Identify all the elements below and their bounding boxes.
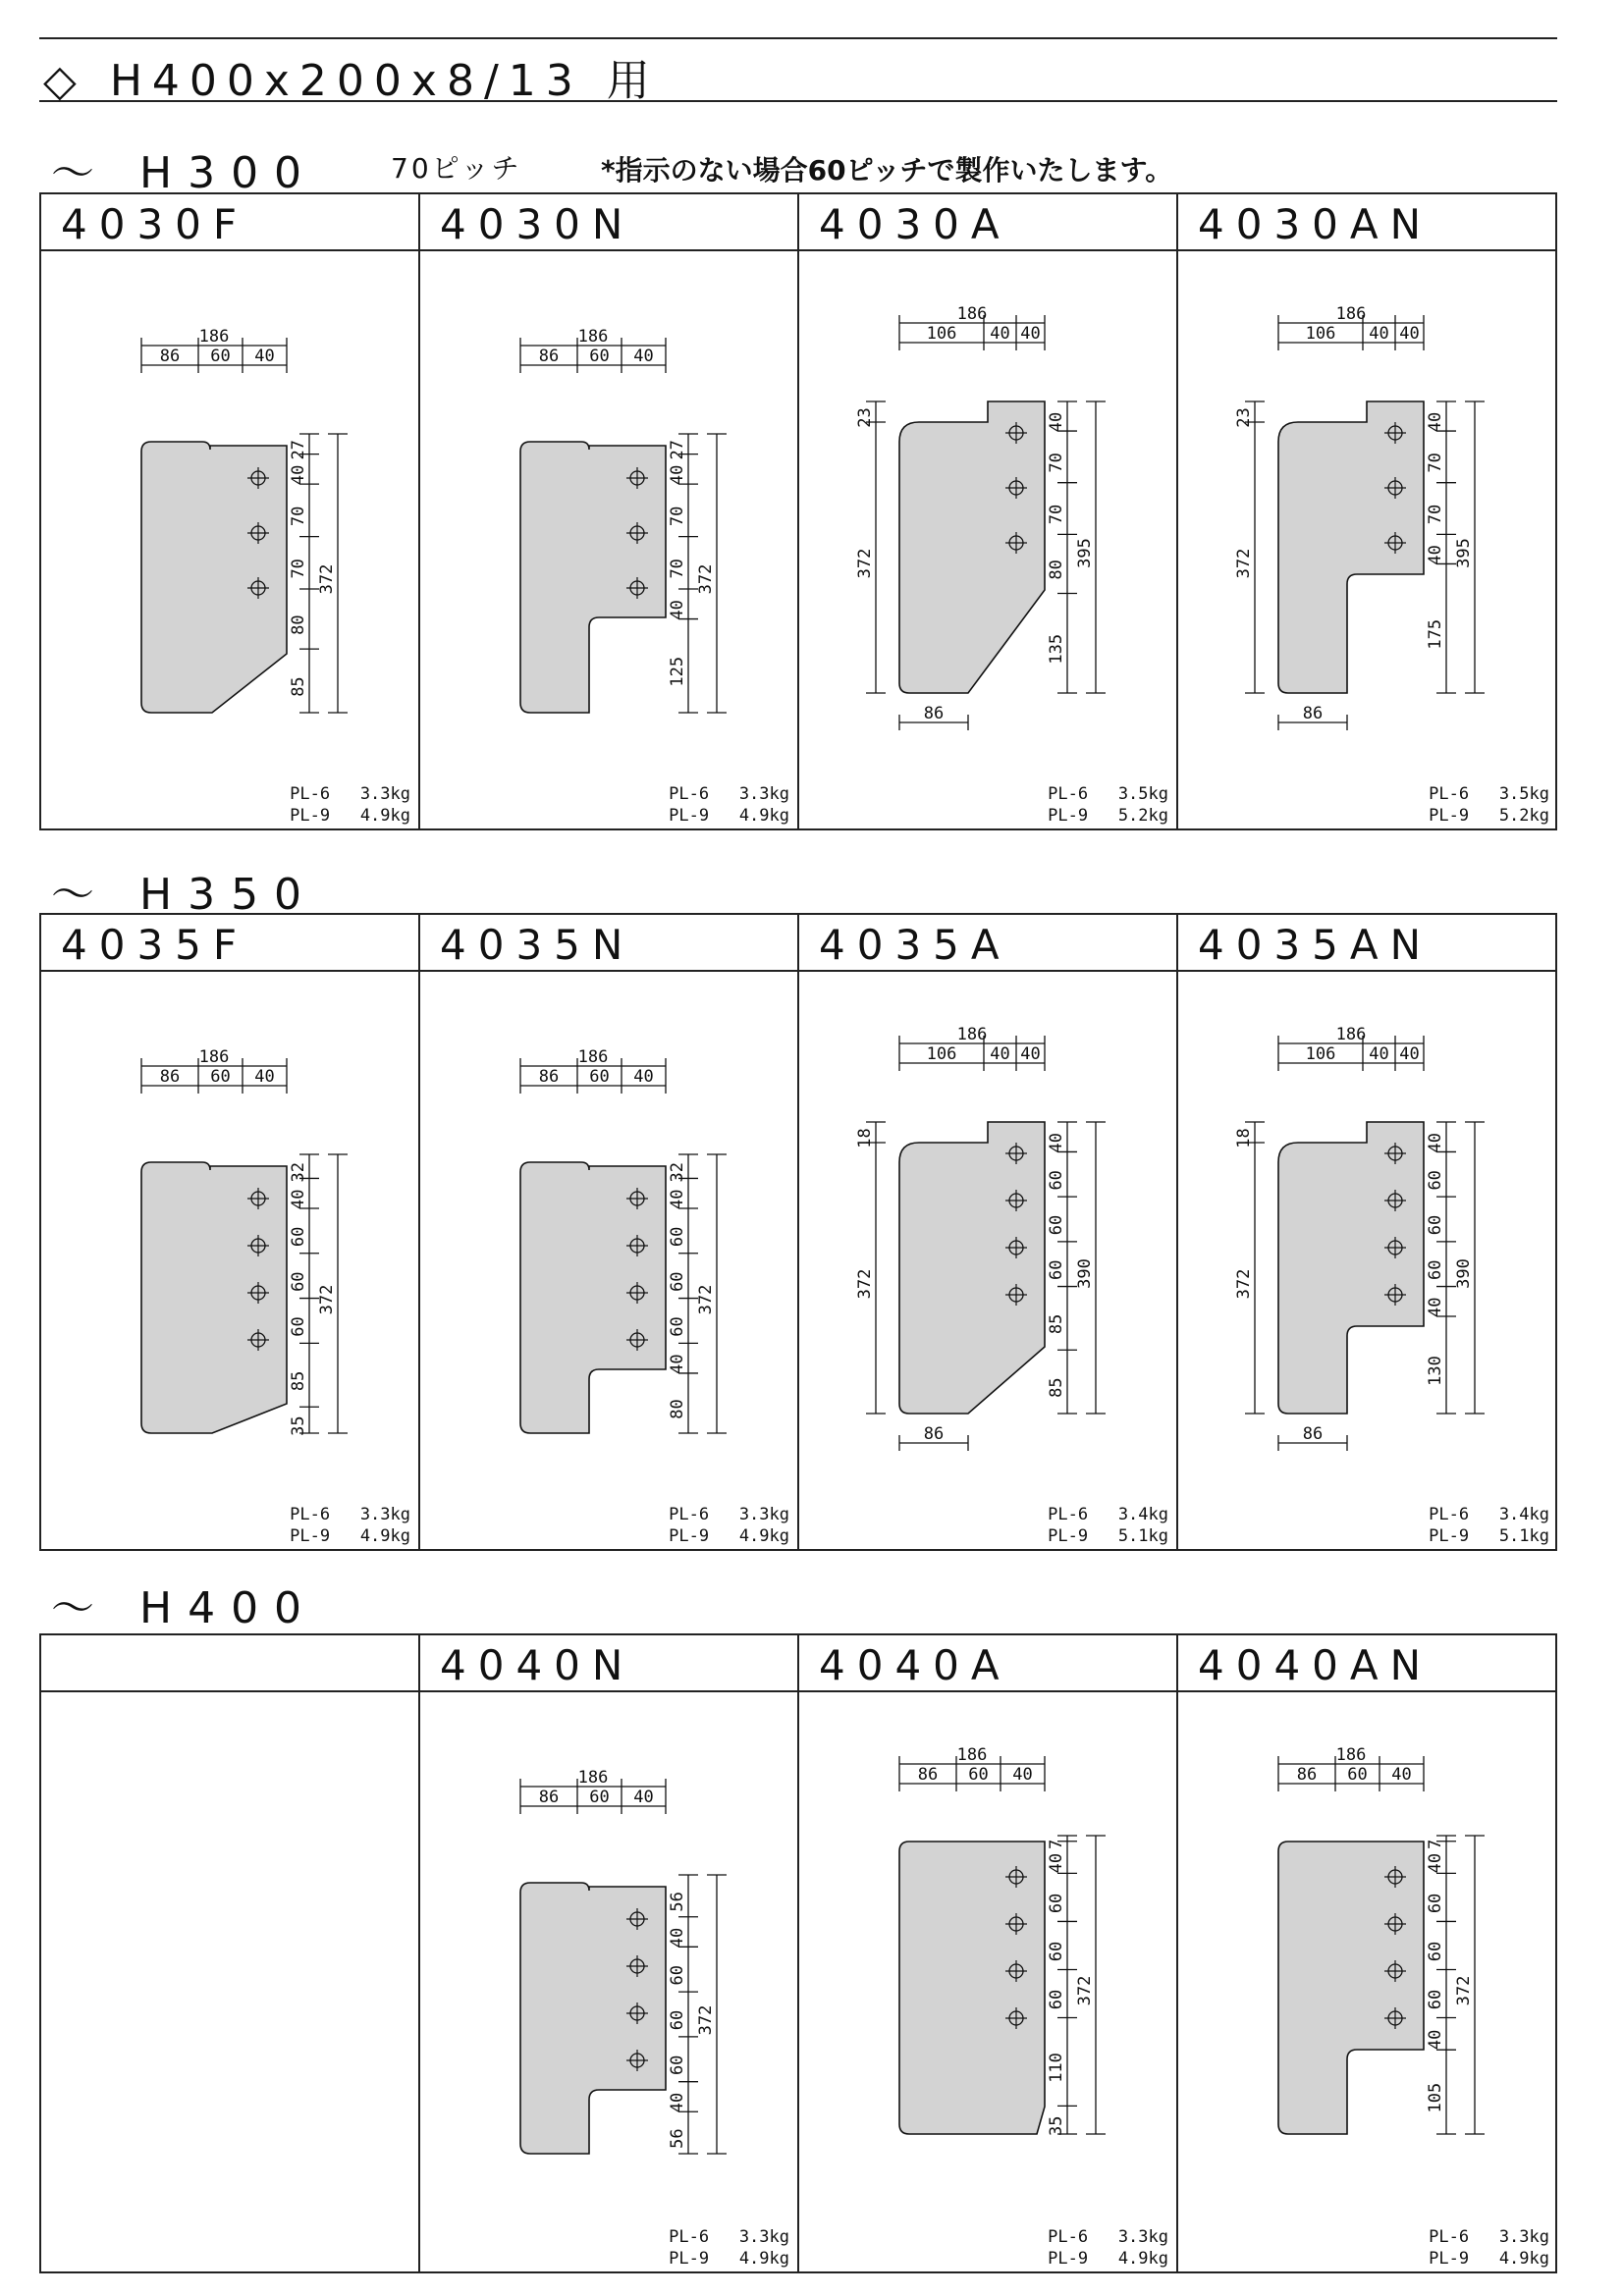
dim-seg-label: 86 <box>159 1067 181 1087</box>
dim-seg-label: 40 <box>1391 1765 1412 1785</box>
dim-chain-label: 80 <box>668 1399 687 1419</box>
dim-chain-label: 7 <box>1426 1839 1445 1849</box>
grid-h350 <box>39 913 1557 1551</box>
part-diagram <box>1178 972 1555 1551</box>
dim-left-label: 372 <box>855 548 875 579</box>
dim-seg-label: 40 <box>254 347 275 366</box>
dim-chain-label: 125 <box>668 656 687 687</box>
dim-chain-label: 85 <box>1047 1377 1066 1398</box>
part-diagram <box>799 251 1176 830</box>
dim-chain-label: 60 <box>668 1316 687 1337</box>
dim-chain-label: 40 <box>1047 1852 1066 1874</box>
note-label: *指示のない場合60ピッチで製作いたします。 <box>601 154 1173 187</box>
dim-chain-label: 60 <box>1047 1893 1066 1914</box>
dim-total-label: 186 <box>956 1745 988 1765</box>
dim-seg-label: 40 <box>1399 1044 1420 1064</box>
part-code: 4040AN <box>1198 1641 1434 1689</box>
dim-chain-label: 60 <box>668 1964 687 1986</box>
weight-label: PL-6 3.5kg <box>1429 784 1549 804</box>
dim-left-label: 18 <box>1234 1128 1254 1148</box>
part-cell-header <box>41 915 418 972</box>
dim-seg-label: 106 <box>926 1044 957 1064</box>
dim-left-label: 372 <box>1234 1268 1254 1300</box>
dim-seg-label: 86 <box>1296 1765 1318 1785</box>
part-cell <box>799 1635 1178 2271</box>
part-cell-header <box>41 194 418 251</box>
dim-chain-label: 60 <box>1047 1989 1066 2010</box>
dim-total-label: 186 <box>1335 1025 1367 1044</box>
dim-chain-label: 7 <box>1047 1839 1066 1849</box>
dim-chain-label: 40 <box>668 464 687 486</box>
dim-total-label: 186 <box>956 304 988 324</box>
weight-label: PL-9 4.9kg <box>669 1526 789 1546</box>
part-cell-header <box>799 915 1176 972</box>
dim-seg-label: 60 <box>589 1788 610 1807</box>
dim-overall-label: 372 <box>1454 1975 1474 2006</box>
part-code: 4030AN <box>1198 200 1434 248</box>
weight-label: PL-9 5.2kg <box>1429 806 1549 826</box>
dim-overall-label: 390 <box>1454 1258 1474 1289</box>
part-code: 4035F <box>61 921 249 969</box>
dim-seg-label: 40 <box>633 1067 654 1087</box>
dim-total-label: 186 <box>956 1025 988 1044</box>
plate-shape <box>520 1883 666 2154</box>
part-code: 4035A <box>819 921 1011 969</box>
dim-overall-label: 395 <box>1075 538 1095 568</box>
part-diagram <box>1178 251 1555 830</box>
part-drawing <box>799 1692 1176 2271</box>
part-cell <box>420 1635 799 2271</box>
plate-shape <box>141 442 287 713</box>
part-cell <box>1178 194 1557 828</box>
dim-chain-label: 105 <box>1426 2082 1445 2113</box>
weight-label: PL-6 3.3kg <box>290 784 410 804</box>
section-label-h400: ～ H400 <box>51 1583 318 1633</box>
dim-chain-label: 40 <box>668 2092 687 2113</box>
dim-chain-label: 60 <box>289 1316 308 1337</box>
weight-label: PL-6 3.3kg <box>1048 2227 1168 2247</box>
dim-chain-label: 60 <box>1047 1170 1066 1191</box>
part-cell <box>41 1635 420 2271</box>
part-diagram <box>41 972 418 1551</box>
dim-bottom-label: 86 <box>923 704 945 723</box>
part-drawing <box>799 251 1176 828</box>
dim-chain-label: 85 <box>289 676 308 697</box>
dim-chain-label: 40 <box>1426 1297 1445 1318</box>
plate-shape <box>899 401 1045 693</box>
dim-chain-label: 85 <box>289 1370 308 1392</box>
part-diagram <box>420 972 797 1551</box>
part-cell-header <box>41 1635 418 1692</box>
dim-chain-label: 60 <box>1426 1989 1445 2010</box>
dim-chain-label: 175 <box>1426 618 1445 650</box>
dim-seg-label: 60 <box>210 347 231 366</box>
dim-chain-label: 35 <box>1047 2115 1066 2136</box>
dim-chain-label: 35 <box>289 1415 308 1436</box>
part-code: 4040A <box>819 1641 1011 1689</box>
dim-chain-label: 70 <box>1426 453 1445 473</box>
pitch-label: 70ピッチ <box>391 152 522 185</box>
dim-seg-label: 86 <box>538 1067 560 1087</box>
dim-chain-label: 40 <box>1047 411 1066 433</box>
part-drawing <box>420 251 797 828</box>
dim-total-label: 186 <box>577 1768 609 1788</box>
plate-shape <box>520 442 666 713</box>
plate-shape <box>141 1162 287 1433</box>
dim-overall-label: 372 <box>696 2004 716 2036</box>
weight-label: PL-6 3.3kg <box>1429 2227 1549 2247</box>
dim-chain-label: 60 <box>1047 1214 1066 1236</box>
dim-chain-label: 60 <box>668 1271 687 1292</box>
dim-left-label: 18 <box>855 1128 875 1148</box>
dim-overall-label: 390 <box>1075 1258 1095 1289</box>
dim-seg-label: 40 <box>1399 324 1420 344</box>
dim-seg-label: 60 <box>589 1067 610 1087</box>
dim-seg-label: 40 <box>254 1067 275 1087</box>
title-bar <box>39 37 1557 106</box>
dim-overall-label: 372 <box>1075 1975 1095 2006</box>
part-cell-header <box>1178 194 1557 251</box>
dim-total-label: 186 <box>1335 304 1367 324</box>
dim-left-label: 372 <box>855 1268 875 1300</box>
section-label-h350: ～ H350 <box>51 870 318 920</box>
part-diagram <box>420 251 797 830</box>
part-code: 4030N <box>440 200 635 248</box>
dim-seg-label: 40 <box>990 1044 1010 1064</box>
dim-chain-label: 40 <box>668 1354 687 1374</box>
part-drawing <box>799 972 1176 1549</box>
part-code: 4040N <box>440 1641 635 1689</box>
dim-chain-label: 60 <box>1426 1941 1445 1962</box>
dim-chain-label: 60 <box>1426 1214 1445 1236</box>
part-diagram <box>799 1692 1176 2271</box>
dim-seg-label: 86 <box>538 347 560 366</box>
section-label-h300: ～ H300 <box>51 148 318 198</box>
part-cell-header <box>420 194 797 251</box>
weight-label: PL-9 4.9kg <box>1048 2249 1168 2269</box>
dim-overall-label: 395 <box>1454 538 1474 568</box>
dim-chain-label: 40 <box>1426 411 1445 433</box>
weight-label: PL-9 5.1kg <box>1429 1526 1549 1546</box>
dim-chain-label: 56 <box>668 1892 687 1912</box>
dim-chain-label: 40 <box>1047 1132 1066 1153</box>
grid-h300 <box>39 192 1557 830</box>
dim-overall-label: 372 <box>696 563 716 595</box>
dim-seg-label: 106 <box>926 324 957 344</box>
part-drawing <box>41 1692 418 2271</box>
part-cell-header <box>1178 915 1557 972</box>
dim-seg-label: 40 <box>990 324 1010 344</box>
dim-chain-label: 40 <box>668 600 687 620</box>
dim-chain-label: 130 <box>1426 1356 1445 1386</box>
plate-shape <box>899 1122 1045 1414</box>
grid-h400 <box>39 1633 1557 2273</box>
dim-chain-label: 40 <box>668 1927 687 1949</box>
part-cell <box>1178 1635 1557 2271</box>
part-code: 4030F <box>61 200 249 248</box>
dim-chain-label: 135 <box>1047 633 1066 665</box>
dim-left-label: 23 <box>855 407 875 428</box>
dim-total-label: 186 <box>198 1047 230 1067</box>
dim-chain-label: 40 <box>289 1189 308 1209</box>
dim-total-label: 186 <box>577 1047 609 1067</box>
dim-chain-label: 70 <box>668 559 687 579</box>
dim-chain-label: 70 <box>1047 504 1066 525</box>
dim-chain-label: 40 <box>1426 1132 1445 1153</box>
part-cell-header <box>1178 1635 1557 1692</box>
dim-seg-label: 40 <box>633 1788 654 1807</box>
dim-overall-label: 372 <box>696 1284 716 1315</box>
weight-label: PL-9 4.9kg <box>1429 2249 1549 2269</box>
dim-chain-label: 110 <box>1047 2053 1066 2083</box>
dim-chain-label: 85 <box>1047 1313 1066 1335</box>
weight-label: PL-9 5.1kg <box>1048 1526 1168 1546</box>
weight-label: PL-6 3.4kg <box>1048 1505 1168 1524</box>
plate-shape <box>1278 1842 1424 2134</box>
dim-overall-label: 372 <box>317 1284 337 1315</box>
dim-chain-label: 60 <box>668 2055 687 2076</box>
part-cell-header <box>799 1635 1176 1692</box>
part-cell-header <box>420 1635 797 1692</box>
part-drawing <box>1178 972 1557 1549</box>
dim-seg-label: 40 <box>1020 1044 1041 1064</box>
dim-bottom-label: 86 <box>1302 704 1324 723</box>
dim-chain-label: 70 <box>289 559 308 579</box>
dim-seg-label: 60 <box>968 1765 989 1785</box>
dim-left-label: 23 <box>1234 407 1254 428</box>
dim-chain-label: 40 <box>289 464 308 486</box>
dim-chain-label: 32 <box>668 1161 687 1183</box>
part-cell <box>420 194 799 828</box>
weight-label: PL-6 3.3kg <box>290 1505 410 1524</box>
dim-chain-label: 70 <box>289 506 308 527</box>
dim-total-label: 186 <box>1335 1745 1367 1765</box>
dim-chain-label: 40 <box>1426 1852 1445 1874</box>
dim-overall-label: 372 <box>317 563 337 595</box>
plate-shape <box>1278 1122 1424 1414</box>
dim-chain-label: 80 <box>1047 560 1066 580</box>
part-cell-header <box>799 194 1176 251</box>
dim-seg-label: 60 <box>589 347 610 366</box>
dim-seg-label: 86 <box>917 1765 939 1785</box>
dim-chain-label: 60 <box>1426 1893 1445 1914</box>
weight-label: PL-9 4.9kg <box>290 1526 410 1546</box>
dim-seg-label: 40 <box>633 347 654 366</box>
part-code: 4035N <box>440 921 635 969</box>
part-drawing <box>41 251 418 828</box>
dim-chain-label: 60 <box>668 1226 687 1248</box>
dim-chain-label: 60 <box>289 1271 308 1292</box>
part-drawing <box>1178 251 1557 828</box>
weight-label: PL-9 4.9kg <box>669 2249 789 2269</box>
dim-chain-label: 80 <box>289 614 308 635</box>
dim-left-label: 372 <box>1234 548 1254 579</box>
part-cell <box>41 194 420 828</box>
dim-chain-label: 70 <box>1426 504 1445 525</box>
weight-label: PL-6 3.3kg <box>669 2227 789 2247</box>
dim-seg-label: 40 <box>1012 1765 1033 1785</box>
dim-chain-label: 60 <box>1047 1941 1066 1962</box>
part-drawing <box>420 1692 797 2271</box>
dim-chain-label: 56 <box>668 2128 687 2149</box>
part-drawing <box>41 972 418 1549</box>
dim-chain-label: 27 <box>668 440 687 460</box>
dim-seg-label: 40 <box>1020 324 1041 344</box>
dim-seg-label: 60 <box>210 1067 231 1087</box>
part-diagram <box>41 251 418 830</box>
part-cell <box>799 194 1178 828</box>
dim-chain-label: 60 <box>1426 1259 1445 1280</box>
dim-seg-label: 40 <box>1369 324 1389 344</box>
dim-chain-label: 60 <box>668 2009 687 2031</box>
part-drawing <box>420 972 797 1549</box>
weight-label: PL-6 3.3kg <box>669 784 789 804</box>
dim-seg-label: 40 <box>1369 1044 1389 1064</box>
dim-seg-label: 86 <box>538 1788 560 1807</box>
dim-chain-label: 70 <box>668 506 687 527</box>
weight-label: PL-9 5.2kg <box>1048 806 1168 826</box>
page-title: ◇ H400x200x8/13 用 <box>43 56 660 106</box>
part-cell <box>420 915 799 1549</box>
dim-seg-label: 60 <box>1347 1765 1368 1785</box>
part-cell <box>41 915 420 1549</box>
weight-label: PL-6 3.4kg <box>1429 1505 1549 1524</box>
dim-chain-label: 40 <box>1426 545 1445 565</box>
part-cell <box>799 915 1178 1549</box>
dim-chain-label: 60 <box>1426 1170 1445 1191</box>
dim-chain-label: 32 <box>289 1161 308 1183</box>
dim-chain-label: 60 <box>289 1226 308 1248</box>
part-diagram <box>1178 1692 1555 2271</box>
dim-bottom-label: 86 <box>923 1424 945 1444</box>
plate-shape <box>899 1842 1045 2134</box>
plate-shape <box>520 1162 666 1433</box>
part-diagram <box>799 972 1176 1551</box>
dim-total-label: 186 <box>577 327 609 347</box>
dim-seg-label: 106 <box>1305 1044 1336 1064</box>
dim-seg-label: 86 <box>159 347 181 366</box>
plate-shape <box>1278 401 1424 693</box>
part-cell-header <box>420 915 797 972</box>
dim-seg-label: 106 <box>1305 324 1336 344</box>
part-drawing <box>1178 1692 1557 2271</box>
part-code: 4035AN <box>1198 921 1434 969</box>
dim-chain-label: 40 <box>668 1189 687 1209</box>
dim-total-label: 186 <box>198 327 230 347</box>
weight-label: PL-9 4.9kg <box>669 806 789 826</box>
dim-bottom-label: 86 <box>1302 1424 1324 1444</box>
dim-chain-label: 40 <box>1426 2029 1445 2051</box>
weight-label: PL-6 3.5kg <box>1048 784 1168 804</box>
weight-label: PL-9 4.9kg <box>290 806 410 826</box>
dim-chain-label: 27 <box>289 440 308 460</box>
part-cell <box>1178 915 1557 1549</box>
weight-label: PL-6 3.3kg <box>669 1505 789 1524</box>
dim-chain-label: 70 <box>1047 453 1066 473</box>
part-diagram <box>420 1692 797 2271</box>
dim-chain-label: 60 <box>1047 1259 1066 1280</box>
part-code: 4030A <box>819 200 1011 248</box>
